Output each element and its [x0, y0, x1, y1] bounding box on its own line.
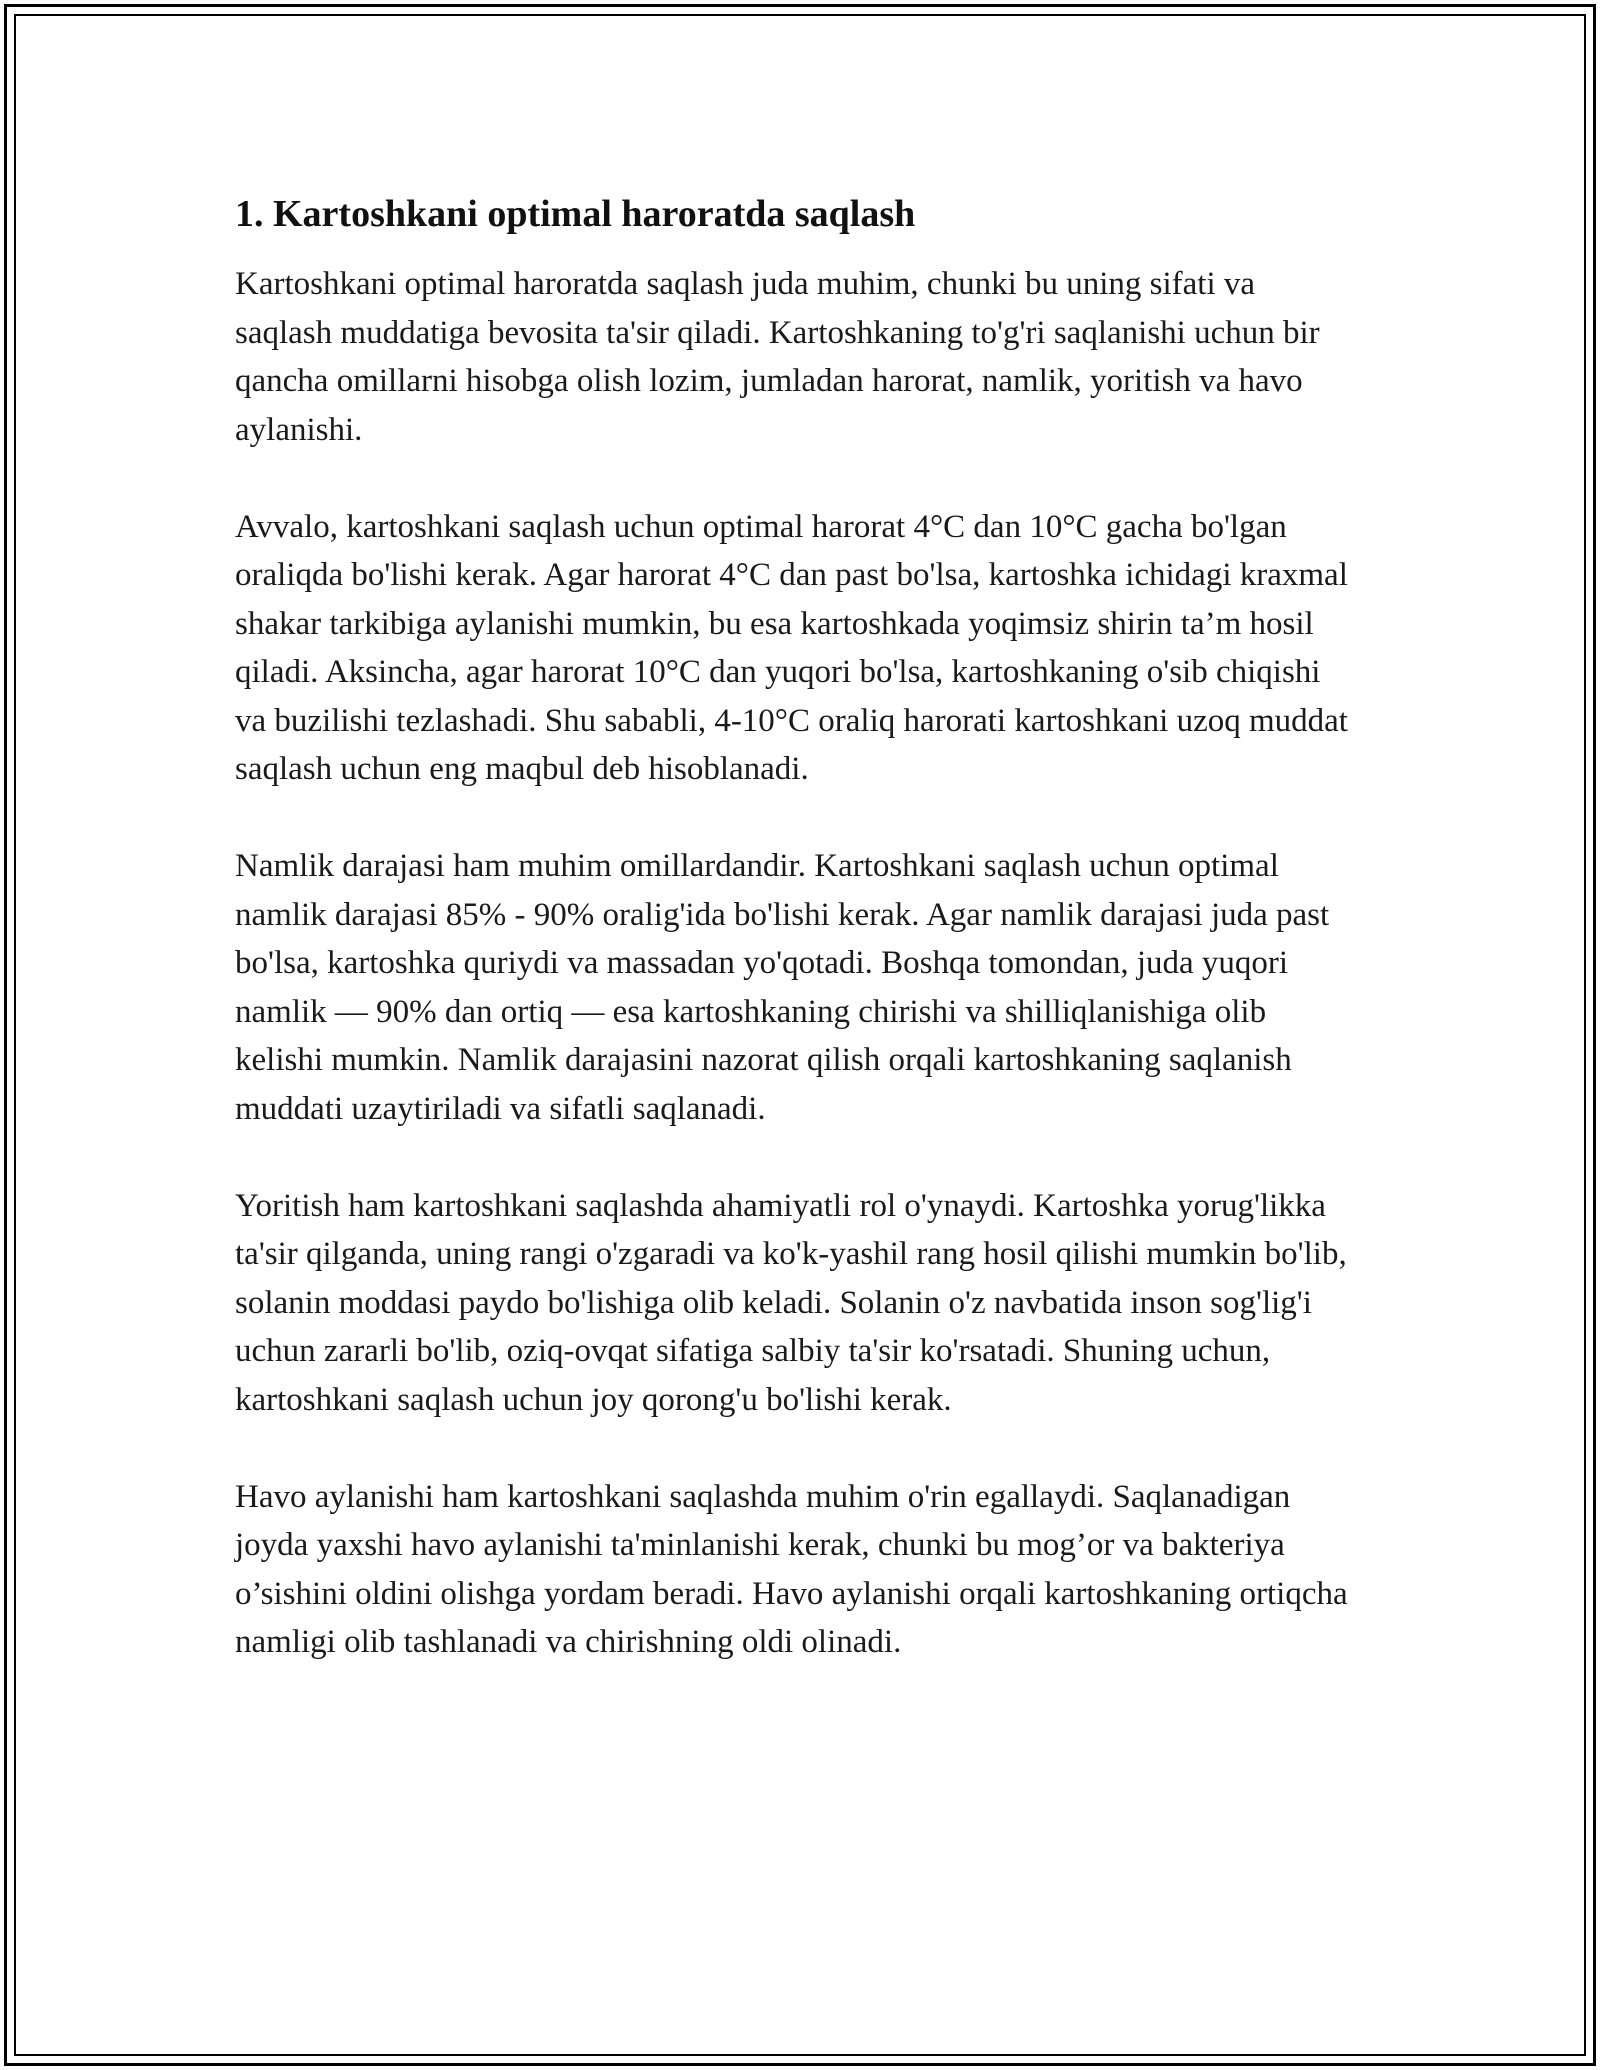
paragraph-intro: Kartoshkani optimal haroratda saqlash juda muhim, chunki bu uning sifati va saqlash muddatiga bevosita ta'sir qiladi. Kartoshkaning to'g'ri saqlanishi uchun bir qancha omillarni hisobga olish lozim, jumladan harorat, namlik, yoritish va havo aylanishi.	[235, 266, 1320, 448]
paragraph-lighting: Yoritish ham kartoshkani saqlashda ahamiyatli rol o'ynaydi. Kartoshka yorug'likka ta'sir qilganda, uning rangi o'zgaradi va ko'k-yashil rang hosil qilishi mumkin bo'lib, solanin moddasi paydo bo'lishiga olib keladi. Solanin o'z navbatida inson sog'lig'i uchun zararli bo'lib, oziq-ovqat sifatiga salbiy ta'sir ko'rsatadi. Shuning uchun, kartoshkani saqlash uchun joy qorong'u bo'lishi kerak.	[235, 1187, 1347, 1418]
paragraph-humidity: Namlik darajasi ham muhim omillardandir. Kartoshkani saqlash uchun optimal namlik darajasi 85% - 90% oralig'ida bo'lishi kerak. Agar namlik darajasi juda past bo'lsa, kartoshka quriydi va massadan yo'qotadi. Boshqa tomondan, juda yuqori namlik — 90% dan ortiq — esa kartoshkaning chirishi va shilliqlanishiga olib kelishi mumkin. Namlik darajasini nazorat qilish orqali kartoshkaning saqlanish muddati uzaytiriladi va sifatli saqlanadi.	[235, 848, 1330, 1127]
document-body	[235, 188, 1365, 1715]
section-title: 1. Kartoshkani optimal haroratda saqlash	[235, 193, 916, 235]
paragraph-air-circulation: Havo aylanishi ham kartoshkani saqlashda muhim o'rin egallaydi. Saqlanadigan joyda yaxshi havo aylanishi ta'minlanishi kerak, chunki bu mog’or va bakteriya o’sishini oldini olishga yordam beradi. Havo aylanishi orqali kartoshkaning ortiqcha namligi olib tashlanadi va chirishning oldi olinadi.	[235, 1478, 1348, 1660]
paragraph-temperature: Avvalo, kartoshkani saqlash uchun optimal harorat 4°C dan 10°C gacha bo'lgan oraliqda bo'lishi kerak. Agar harorat 4°C dan past bo'lsa, kartoshka ichidagi kraxmal shakar tarkibiga aylanishi mumkin, bu esa kartoshkada yoqimsiz shirin ta’m hosil qiladi. Aksincha, agar harorat 10°C dan yuqori bo'lsa, kartoshkaning o'sib chiqishi va buzilishi tezlashadi. Shu sababli, 4-10°C oraliq harorati kartoshkani uzoq muddat saqlash uchun eng maqbul deb hisoblanadi.	[235, 508, 1348, 787]
